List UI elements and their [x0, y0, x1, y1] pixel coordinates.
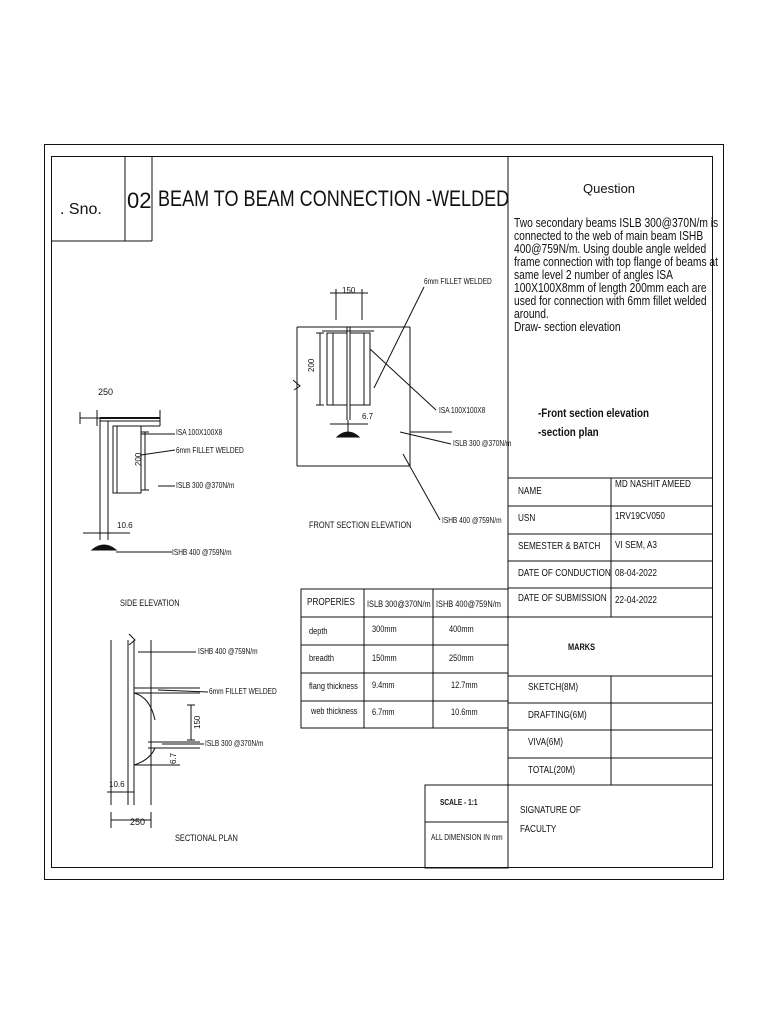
prop-cell: flang thickness [309, 681, 358, 691]
plan-dim-bottom: 250 [130, 817, 146, 827]
side-elevation-drawing [80, 410, 175, 552]
marks-row-total: TOTAL(20M) [528, 765, 576, 776]
prop-cell: depth [309, 626, 328, 636]
question-line: 100X100X8mm of length 200mm each are [514, 281, 707, 295]
question-line: frame connection with top flange of beams at [514, 255, 718, 269]
marks-row-drafting: DRAFTING(6M) [528, 710, 587, 721]
side-caption: SIDE ELEVATION [120, 598, 180, 608]
plan-caption: SECTIONAL PLAN [175, 833, 238, 843]
plan-dim-small: 6.7 [169, 752, 178, 764]
prop-header-1: ISLB 300@370N/m [367, 599, 431, 609]
prop-header-0: PROPERIES [307, 597, 355, 608]
prop-cell: 400mm [449, 624, 474, 634]
question-text [514, 213, 754, 337]
prop-cell: 10.6mm [451, 707, 478, 717]
date-conduction-value: 08-04-2022 [615, 568, 657, 579]
plan-label-islb: ISLB 300 @370N/m [205, 739, 264, 748]
question-line: used for connection with 6mm fillet welded [514, 294, 707, 308]
page-title: BEAM TO BEAM CONNECTION -WELDED [158, 186, 510, 211]
date-submission-label: DATE OF SUBMISSION [518, 593, 607, 604]
question-line: Two secondary beams ISLB 300@370N/m is [514, 216, 719, 230]
prop-cell: 150mm [372, 653, 397, 663]
plan-dim-vertical: 150 [193, 715, 202, 729]
name-label: NAME [518, 486, 542, 497]
side-dim-bottom: 10.6 [117, 521, 133, 530]
signature-line-2: FACULTY [520, 824, 557, 835]
prop-cell: 9.4mm [372, 680, 395, 690]
front-dim-side: 200 [307, 358, 316, 372]
prop-cell: 6.7mm [372, 707, 395, 717]
scale-label: SCALE - 1:1 [440, 798, 478, 807]
plan-label-ishb: ISHB 400 @759N/m [198, 647, 258, 656]
prop-cell: breadth [309, 653, 335, 663]
signature-line-1: SIGNATURE OF [520, 805, 581, 816]
question-line: same level 2 number of angles ISA [514, 268, 673, 282]
date-submission-value: 22-04-2022 [615, 595, 657, 606]
dimension-note: ALL DIMENSION IN mm [431, 833, 503, 842]
marks-heading: MARKS [568, 642, 596, 652]
side-dim-vertical: 200 [134, 452, 143, 466]
question-line: Draw- section elevation [514, 320, 621, 334]
usn-label: USN [518, 513, 536, 524]
front-label-weld: 6mm FILLET WELDED [424, 277, 492, 286]
marks-row-viva: VIVA(6M) [528, 737, 563, 748]
prop-cell: 300mm [372, 624, 397, 634]
prop-cell: web thickness [311, 706, 358, 716]
semester-value: VI SEM, A3 [615, 540, 657, 551]
task-section-plan: -section plan [538, 425, 599, 439]
semester-label: SEMESTER & BATCH [518, 541, 601, 552]
task-front-section: -Front section elevation [538, 406, 649, 420]
side-label-ishb: ISHB 400 @759N/m [172, 548, 232, 557]
question-line: 400@759N/m. Using double angle welded [514, 242, 707, 256]
question-line: around. [514, 307, 549, 321]
front-section-drawing [293, 287, 452, 520]
question-heading: Question [583, 181, 636, 196]
prop-header-2: ISHB 400@759N/m [436, 599, 501, 609]
front-caption: FRONT SECTION ELEVATION [309, 520, 412, 530]
date-conduction-label: DATE OF CONDUCTION [518, 568, 611, 579]
plan-label-weld: 6mm FILLET WELDED [209, 687, 277, 696]
side-label-islb: ISLB 300 @370N/m [176, 481, 235, 490]
prop-cell: 12.7mm [451, 680, 478, 690]
sno-value: 02 [127, 188, 152, 213]
side-label-weld: 6mm FILLET WELDED [176, 446, 244, 455]
front-label-isa: ISA 100X100X8 [439, 406, 486, 415]
side-dim-top: 250 [98, 387, 114, 397]
name-value: MD NASHIT AMEED [615, 479, 691, 490]
sectional-plan-drawing [107, 634, 208, 828]
prop-cell: 250mm [449, 653, 474, 663]
sno-label: . Sno. [60, 201, 102, 218]
question-line: connected to the web of main beam ISHB [514, 229, 704, 243]
front-dim-top: 150 [342, 286, 356, 295]
front-label-islb: ISLB 300 @370N/m [453, 439, 512, 448]
front-label-ishb: ISHB 400 @759N/m [442, 516, 502, 525]
plan-dim-left: 10.6 [109, 780, 125, 789]
front-dim-bottom: 6.7 [362, 412, 374, 421]
marks-row-sketch: SKETCH(8M) [528, 682, 579, 693]
side-label-isa: ISA 100X100X8 [176, 428, 223, 437]
usn-value: 1RV19CV050 [615, 511, 666, 522]
